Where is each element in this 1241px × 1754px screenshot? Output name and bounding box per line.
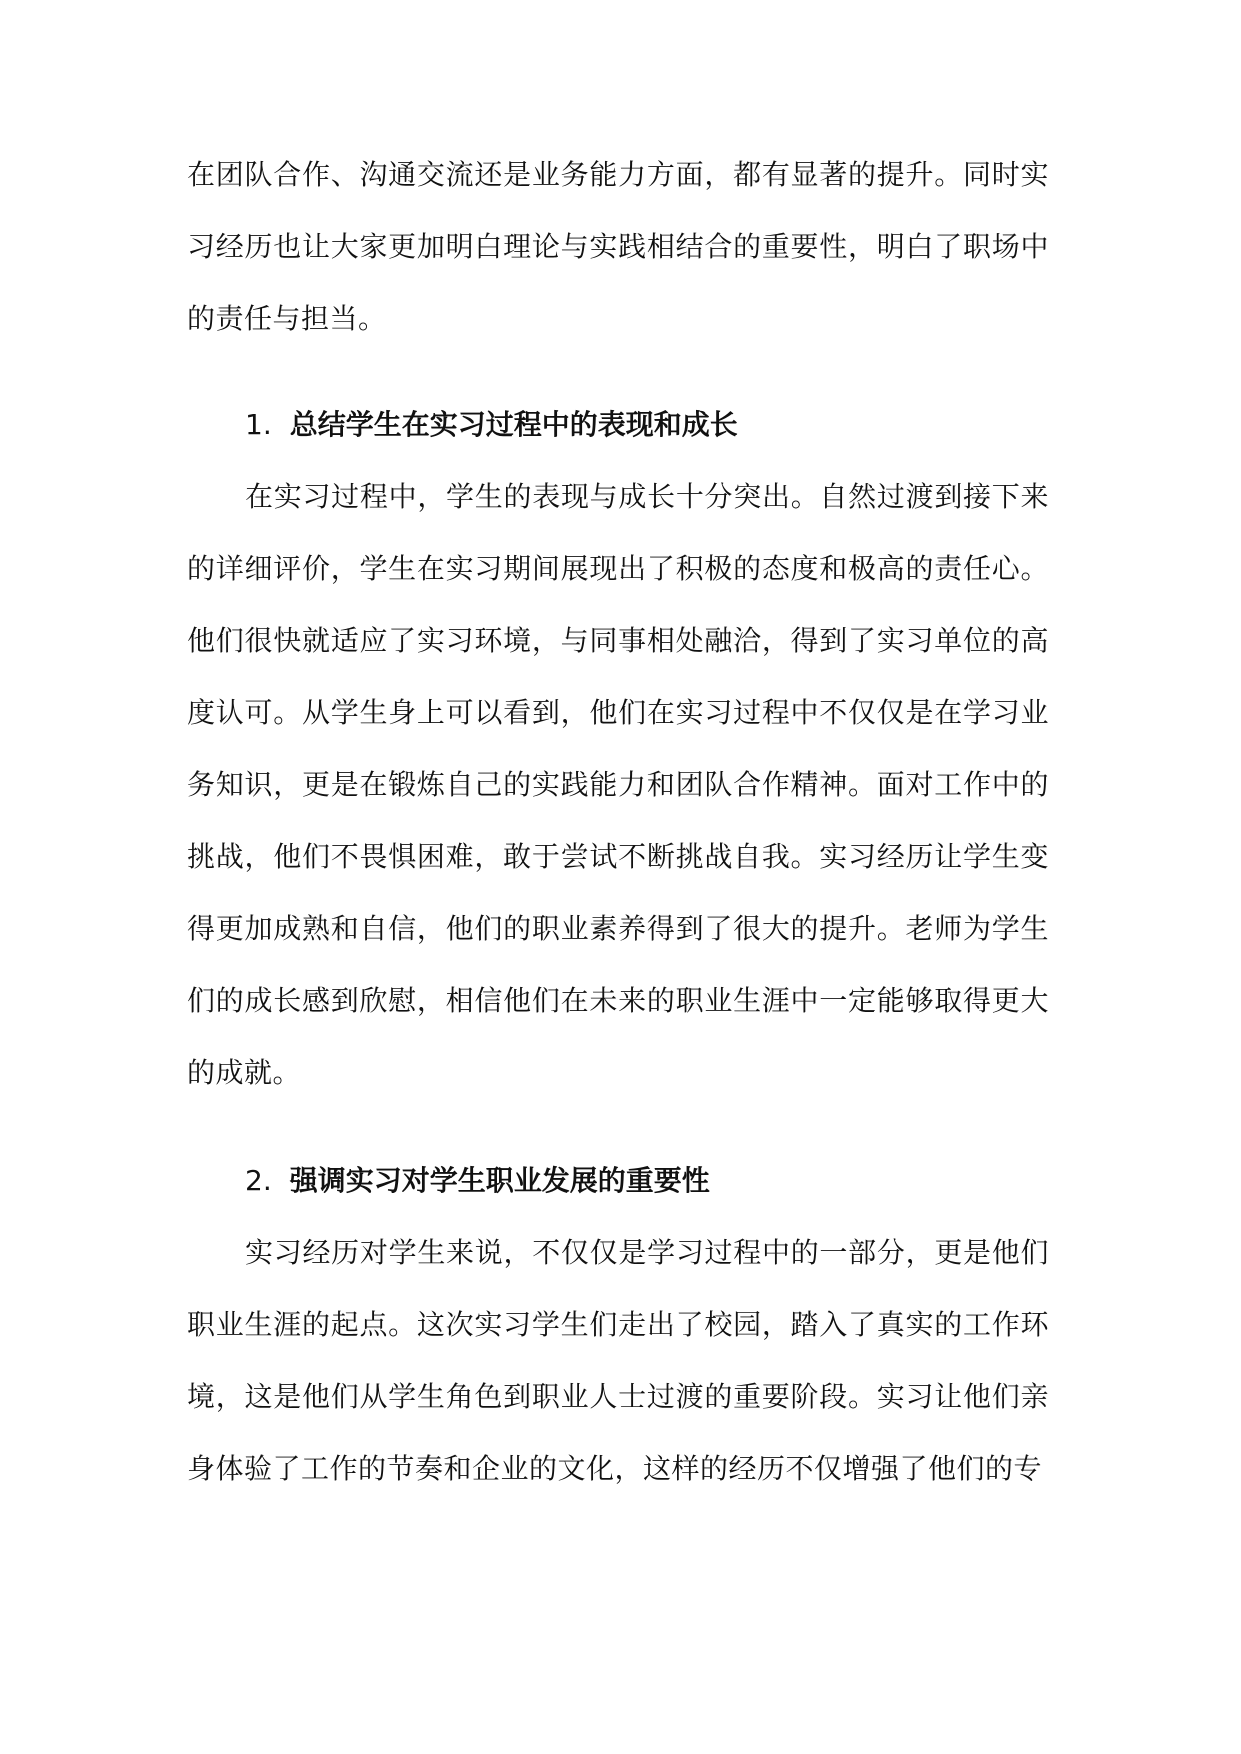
intro-paragraph: 在团队合作、沟通交流还是业务能力方面，都有显著的提升。同时实习经历也让大家更加明白理论与实践相结合的重要性，明白了职场中的责任与担当。	[187, 158, 1049, 335]
section-number-1: 1.	[245, 408, 272, 441]
section-2-paragraph: 实习经历对学生来说，不仅仅是学习过程中的一部分，更是他们职业生涯的起点。这次实习学生们走出了校园，踏入了真实的工作环境，这是他们从学生角色到职业人士过渡的重要阶段。实习让他们亲身体验了工作的节奏和企业的文化，这样的经历不仅增强了他们的专	[187, 1236, 1049, 1485]
section-heading-2	[187, 1145, 1049, 1217]
section-number-2: 2.	[245, 1164, 272, 1197]
section-heading-1	[187, 389, 1049, 461]
section-title-1: 总结学生在实习过程中的表现和成长	[289, 408, 738, 441]
section-1-paragraph: 在实习过程中，学生的表现与成长十分突出。自然过渡到接下来的详细评价，学生在实习期间展现出了积极的态度和极高的责任心。他们很快就适应了实习环境，与同事相处融洽，得到了实习单位的高度认可。从学生身上可以看到，他们在实习过程中不仅仅是在学习业务知识，更是在锻炼自己的实践能力和团队合作精神。面对工作中的挑战，他们不畏惧困难，敢于尝试不断挑战自我。实习经历让学生变得更加成熟和自信，他们的职业素养得到了很大的提升。老师为学生们的成长感到欣慰，相信他们在未来的职业生涯中一定能够取得更大的成就。	[187, 480, 1049, 1089]
section-title-2: 强调实习对学生职业发展的重要性	[289, 1164, 710, 1197]
document-body	[187, 139, 1049, 1505]
